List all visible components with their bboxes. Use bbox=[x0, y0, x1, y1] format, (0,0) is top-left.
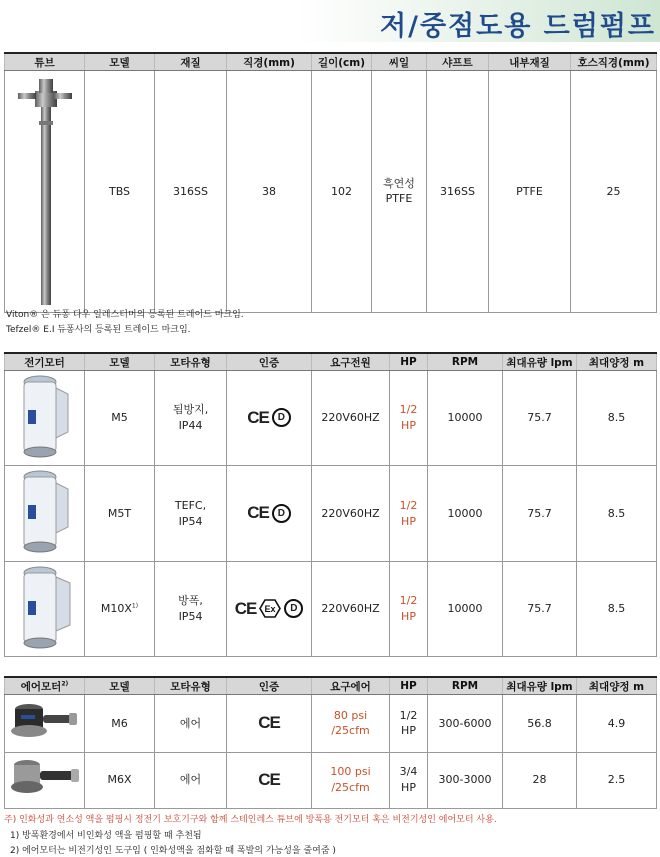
col-header: 내부재질 bbox=[489, 53, 571, 71]
ce-mark-icon: CE bbox=[247, 407, 269, 427]
motor-type-cell bbox=[155, 371, 227, 466]
motor-image-cell bbox=[5, 371, 85, 466]
col-header: 최대양정 m bbox=[577, 353, 657, 371]
air-line: /25cfm bbox=[331, 724, 370, 738]
air-line: 100 psi bbox=[330, 765, 371, 779]
air-motor-table bbox=[4, 676, 657, 809]
seal-line: 흑연성 bbox=[383, 176, 415, 190]
footnote-main: 주) 인화성과 연소성 액을 펌핑시 정전기 보호기구와 함께 스테인레스 튜브에 방폭용 전기모터 혹은 비전기성인 에어모터 사용. bbox=[4, 815, 497, 825]
air-table-header bbox=[5, 677, 657, 695]
motor-type-cell bbox=[155, 466, 227, 562]
table-row bbox=[5, 71, 657, 313]
motor-type-cell bbox=[155, 562, 227, 657]
model-cell: M5 bbox=[85, 371, 155, 466]
flow-cell: 75.7 bbox=[503, 466, 577, 562]
rpm-cell: 10000 bbox=[428, 562, 503, 657]
model-cell bbox=[85, 562, 155, 657]
cert-cell bbox=[227, 562, 312, 657]
air-motor-image-cell bbox=[5, 695, 85, 753]
footnote-item: 1) 방폭환경에서 비인화성 액을 펌핑할 때 추천됨 bbox=[10, 831, 202, 841]
col-header: 전기모터 bbox=[5, 353, 85, 371]
hp-line: HP bbox=[401, 724, 416, 738]
table-row bbox=[5, 695, 657, 753]
col-header: 요구에어 bbox=[312, 677, 390, 695]
hp-line: 1/2 bbox=[399, 708, 418, 722]
col-header-text: 에어모터 bbox=[20, 680, 62, 693]
head-cell: 2.5 bbox=[577, 752, 657, 808]
motor-image bbox=[10, 372, 80, 460]
air-requirement-cell bbox=[312, 752, 390, 808]
model-text: M10X bbox=[100, 602, 132, 616]
motor-image-cell bbox=[5, 562, 85, 657]
air-line: 80 psi bbox=[333, 708, 368, 722]
col-header: RPM bbox=[428, 353, 503, 371]
head-cell: 8.5 bbox=[577, 562, 657, 657]
col-header: 재질 bbox=[155, 53, 227, 71]
hp-line: HP bbox=[401, 514, 416, 528]
col-header: 모타유형 bbox=[155, 677, 227, 695]
power-cell: 220V60HZ bbox=[312, 371, 390, 466]
motor-image bbox=[10, 563, 80, 651]
inner-material-cell: PTFE bbox=[489, 71, 571, 313]
motor-table-header bbox=[5, 353, 657, 371]
head-cell: 8.5 bbox=[577, 371, 657, 466]
d-mark-icon: D bbox=[272, 408, 291, 427]
air-motor-image-cell bbox=[5, 752, 85, 808]
rpm-cell: 10000 bbox=[428, 466, 503, 562]
col-header: 씨일 bbox=[372, 53, 427, 71]
flow-cell: 75.7 bbox=[503, 371, 577, 466]
hp-line: 3/4 bbox=[399, 765, 418, 779]
col-header: 샤프트 bbox=[427, 53, 489, 71]
cert-cell bbox=[227, 752, 312, 808]
ce-mark-icon: CE bbox=[234, 598, 257, 618]
col-header: 최대양정 m bbox=[577, 677, 657, 695]
table-row bbox=[5, 371, 657, 466]
rpm-cell: 300-3000 bbox=[428, 752, 503, 808]
power-cell: 220V60HZ bbox=[312, 562, 390, 657]
seal-cell bbox=[372, 71, 427, 313]
power-cell: 220V60HZ bbox=[312, 466, 390, 562]
col-header: 최대유량 lpm bbox=[503, 677, 577, 695]
motor-type-line: IP54 bbox=[178, 610, 203, 623]
flow-cell: 28 bbox=[503, 752, 577, 808]
trademark-note: Tefzel® E.I 듀퐁사의 등록된 트레이드 마크임. bbox=[6, 325, 191, 335]
col-header: 인증 bbox=[227, 353, 312, 371]
model-cell: M6X bbox=[85, 752, 155, 808]
air-line: /25cfm bbox=[331, 781, 370, 795]
footnote-ref: 2) bbox=[61, 680, 69, 687]
col-header bbox=[5, 677, 85, 695]
col-header: 인증 bbox=[227, 677, 312, 695]
col-header: 모델 bbox=[85, 353, 155, 371]
table-row bbox=[5, 752, 657, 808]
rpm-cell: 300-6000 bbox=[428, 695, 503, 753]
hp-line: 1/2 bbox=[399, 594, 418, 608]
hp-cell bbox=[390, 562, 428, 657]
hp-line: HP bbox=[401, 419, 416, 432]
tube-table-header bbox=[5, 53, 657, 71]
tube-image bbox=[6, 71, 84, 307]
hp-cell bbox=[390, 752, 428, 808]
motor-type-cell: 에어 bbox=[155, 752, 227, 808]
motor-image bbox=[10, 467, 80, 555]
col-header: 튜브 bbox=[5, 53, 85, 71]
length-cell: 102 bbox=[312, 71, 372, 313]
hose-diameter-cell: 25 bbox=[571, 71, 657, 313]
col-header: HP bbox=[390, 353, 428, 371]
flow-cell: 75.7 bbox=[503, 562, 577, 657]
rpm-cell: 10000 bbox=[428, 371, 503, 466]
cert-cell bbox=[227, 466, 312, 562]
col-header: HP bbox=[390, 677, 428, 695]
col-header: RPM bbox=[428, 677, 503, 695]
head-cell: 4.9 bbox=[577, 695, 657, 753]
col-header: 모델 bbox=[85, 677, 155, 695]
diameter-cell: 38 bbox=[227, 71, 312, 313]
air-motor-image bbox=[7, 695, 83, 747]
d-mark-icon: D bbox=[272, 504, 291, 523]
motor-type-line: 됨방지, bbox=[172, 403, 209, 417]
hp-line: 1/2 bbox=[399, 498, 418, 512]
motor-type-line: TEFC, bbox=[174, 498, 207, 512]
model-cell: M5T bbox=[85, 466, 155, 562]
cert-cell bbox=[227, 695, 312, 753]
footnote-ref: 1) bbox=[131, 602, 139, 610]
col-header: 모델 bbox=[85, 53, 155, 71]
col-header: 호스직경(mm) bbox=[571, 53, 657, 71]
hp-line: 1/2 bbox=[399, 403, 418, 417]
air-motor-image bbox=[7, 753, 83, 803]
hp-cell bbox=[390, 695, 428, 753]
table-row bbox=[5, 466, 657, 562]
head-cell: 8.5 bbox=[577, 466, 657, 562]
air-requirement-cell bbox=[312, 695, 390, 753]
col-header: 직경(mm) bbox=[227, 53, 312, 71]
page-title: 저/중점도용 드럼펌프 bbox=[380, 11, 656, 42]
motor-type-line: 방폭, bbox=[178, 594, 203, 608]
flow-cell: 56.8 bbox=[503, 695, 577, 753]
model-cell: M6 bbox=[85, 695, 155, 753]
seal-line: PTFE bbox=[385, 192, 413, 206]
ce-mark-icon: CE bbox=[258, 713, 280, 733]
ce-mark-icon: CE bbox=[247, 503, 269, 523]
col-header: 최대유량 lpm bbox=[503, 353, 577, 371]
tube-image-cell bbox=[5, 71, 85, 313]
model-cell: TBS bbox=[85, 71, 155, 313]
cert-cell bbox=[227, 371, 312, 466]
ex-mark-text: Ex bbox=[264, 604, 276, 615]
ex-hexagon-icon bbox=[259, 599, 281, 618]
electric-motor-table bbox=[4, 352, 657, 657]
motor-type-cell: 에어 bbox=[155, 695, 227, 753]
motor-type-line: IP44 bbox=[178, 419, 203, 432]
hp-line: HP bbox=[401, 610, 416, 623]
ce-mark-icon: CE bbox=[258, 770, 280, 790]
motor-image-cell bbox=[5, 466, 85, 562]
col-header: 요구전원 bbox=[312, 353, 390, 371]
col-header: 모타유형 bbox=[155, 353, 227, 371]
hp-cell bbox=[390, 466, 428, 562]
trademark-note: Viton® 은 듀퐁 다우 일레스터머의 등록된 트레이드 마크임. bbox=[6, 310, 244, 320]
shaft-cell: 316SS bbox=[427, 71, 489, 313]
hp-line: HP bbox=[401, 781, 416, 795]
tube-spec-table bbox=[4, 52, 657, 313]
footnote-item: 2) 에어모터는 비전기성인 도구임 ( 인화성액을 점화할 때 폭발의 가능성을 줄여줌 ) bbox=[10, 846, 336, 856]
motor-type-line: IP54 bbox=[178, 514, 203, 528]
table-row bbox=[5, 562, 657, 657]
col-header: 길이(cm) bbox=[312, 53, 372, 71]
d-mark-icon: D bbox=[284, 599, 303, 618]
hp-cell bbox=[390, 371, 428, 466]
material-cell: 316SS bbox=[155, 71, 227, 313]
